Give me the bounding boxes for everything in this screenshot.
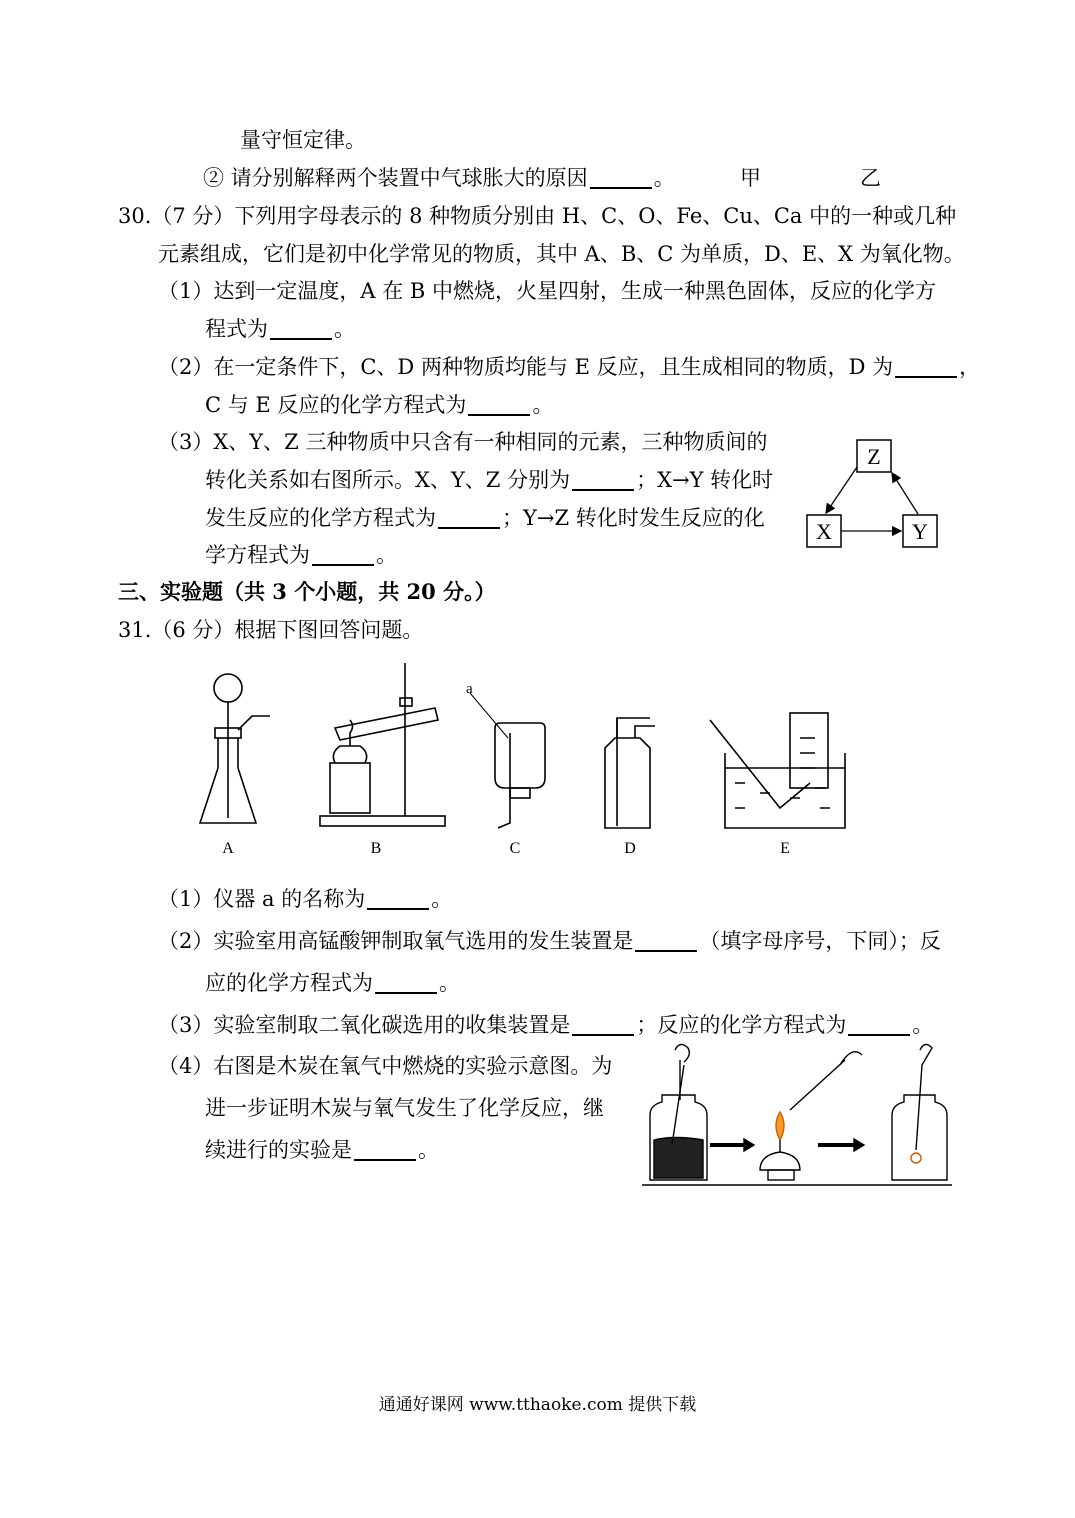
answer-blank[interactable]: [635, 930, 697, 952]
apparatus-d: [605, 718, 655, 828]
xyz-transform-diagram: [800, 435, 950, 555]
answer-blank[interactable]: [590, 167, 652, 189]
text-line: （2）实验室用高锰酸钾制取氧气选用的发生装置是 （填字母序号，下同）；反: [158, 929, 941, 953]
answer-blank[interactable]: [438, 507, 500, 529]
label-jia: 甲: [740, 166, 761, 190]
section-heading: 三、实验题（共 3 个小题，共 20 分。）: [118, 579, 496, 604]
label-x: X: [816, 519, 832, 544]
footer: 通通好课网 www.tthaoke.com 提供下载: [378, 1395, 697, 1415]
text-line: （3）实验室制取二氧化碳选用的收集装置是 ；反应的化学方程式为 。: [158, 1013, 934, 1037]
label-a: A: [222, 840, 234, 857]
question-31: 31.（6 分）根据下图回答问题。: [118, 618, 424, 642]
text-line: 发生反应的化学方程式为 ；Y→Z 转化时发生反应的化: [205, 506, 765, 530]
label-yi: 乙: [860, 166, 881, 190]
answer-blank[interactable]: [367, 888, 429, 910]
text-line: 转化关系如右图所示。X、Y、Z 分别为 ；X→Y 转化时: [205, 468, 774, 492]
apparatus-a: [200, 674, 270, 823]
label-d: D: [624, 840, 636, 857]
answer-blank[interactable]: [354, 1139, 416, 1161]
answer-blank[interactable]: [375, 972, 437, 994]
text-line: C 与 E 反应的化学方程式为 。: [205, 393, 554, 417]
text-line: （4）右图是木炭在氧气中燃烧的实验示意图。为: [158, 1054, 613, 1078]
text-line: 应的化学方程式为 。: [205, 971, 460, 995]
apparatus-figure: [190, 658, 870, 858]
answer-blank[interactable]: [572, 469, 634, 491]
label-c: C: [509, 840, 521, 857]
apparatus-b: [320, 663, 445, 826]
text-line: （3）X、Y、Z 三种物质中只含有一种相同的元素，三种物质间的: [158, 430, 768, 454]
apparatus-c: [470, 693, 545, 828]
text-line: （1）达到一定温度，A 在 B 中燃烧，火星四射，生成一种黑色固体，反应的化学方: [158, 279, 936, 303]
answer-blank[interactable]: [572, 1014, 634, 1036]
apparatus-e: [710, 713, 845, 828]
text-line: （1）仪器 a 的名称为 。: [158, 887, 453, 911]
text-line: ② 请分别解释两个装置中气球胀大的原因 。: [203, 166, 675, 190]
answer-blank[interactable]: [895, 356, 957, 378]
text-line: 续进行的实验是 。: [205, 1138, 439, 1162]
text-line: 量守恒定律。: [240, 128, 366, 152]
answer-blank[interactable]: [848, 1014, 910, 1036]
label-e: E: [780, 840, 790, 857]
charcoal-experiment-illustration: [640, 1040, 955, 1190]
answer-blank[interactable]: [270, 318, 332, 340]
label-y: Y: [912, 519, 928, 544]
text-line: 元素组成，它们是初中化学常见的物质，其中 A、B、C 为单质，D、E、X 为氧化物。: [158, 242, 965, 266]
answer-blank[interactable]: [312, 544, 374, 566]
pointer-label-a: a: [466, 681, 473, 697]
label-b: B: [370, 840, 382, 857]
text-line: 学方程式为 。: [205, 543, 397, 567]
text-line: 程式为 。: [205, 317, 355, 341]
answer-blank[interactable]: [468, 394, 530, 416]
text-line: 进一步证明木炭与氧气发生了化学反应，继: [205, 1096, 604, 1120]
question-30: 30.（7 分）下列用字母表示的 8 种物质分别由 H、C、O、Fe、Cu、Ca 中的一种或几种: [118, 204, 957, 228]
label-z: Z: [867, 444, 881, 469]
text-line: （2）在一定条件下，C、D 两种物质均能与 E 反应，且生成相同的物质，D 为 ，: [158, 355, 981, 379]
